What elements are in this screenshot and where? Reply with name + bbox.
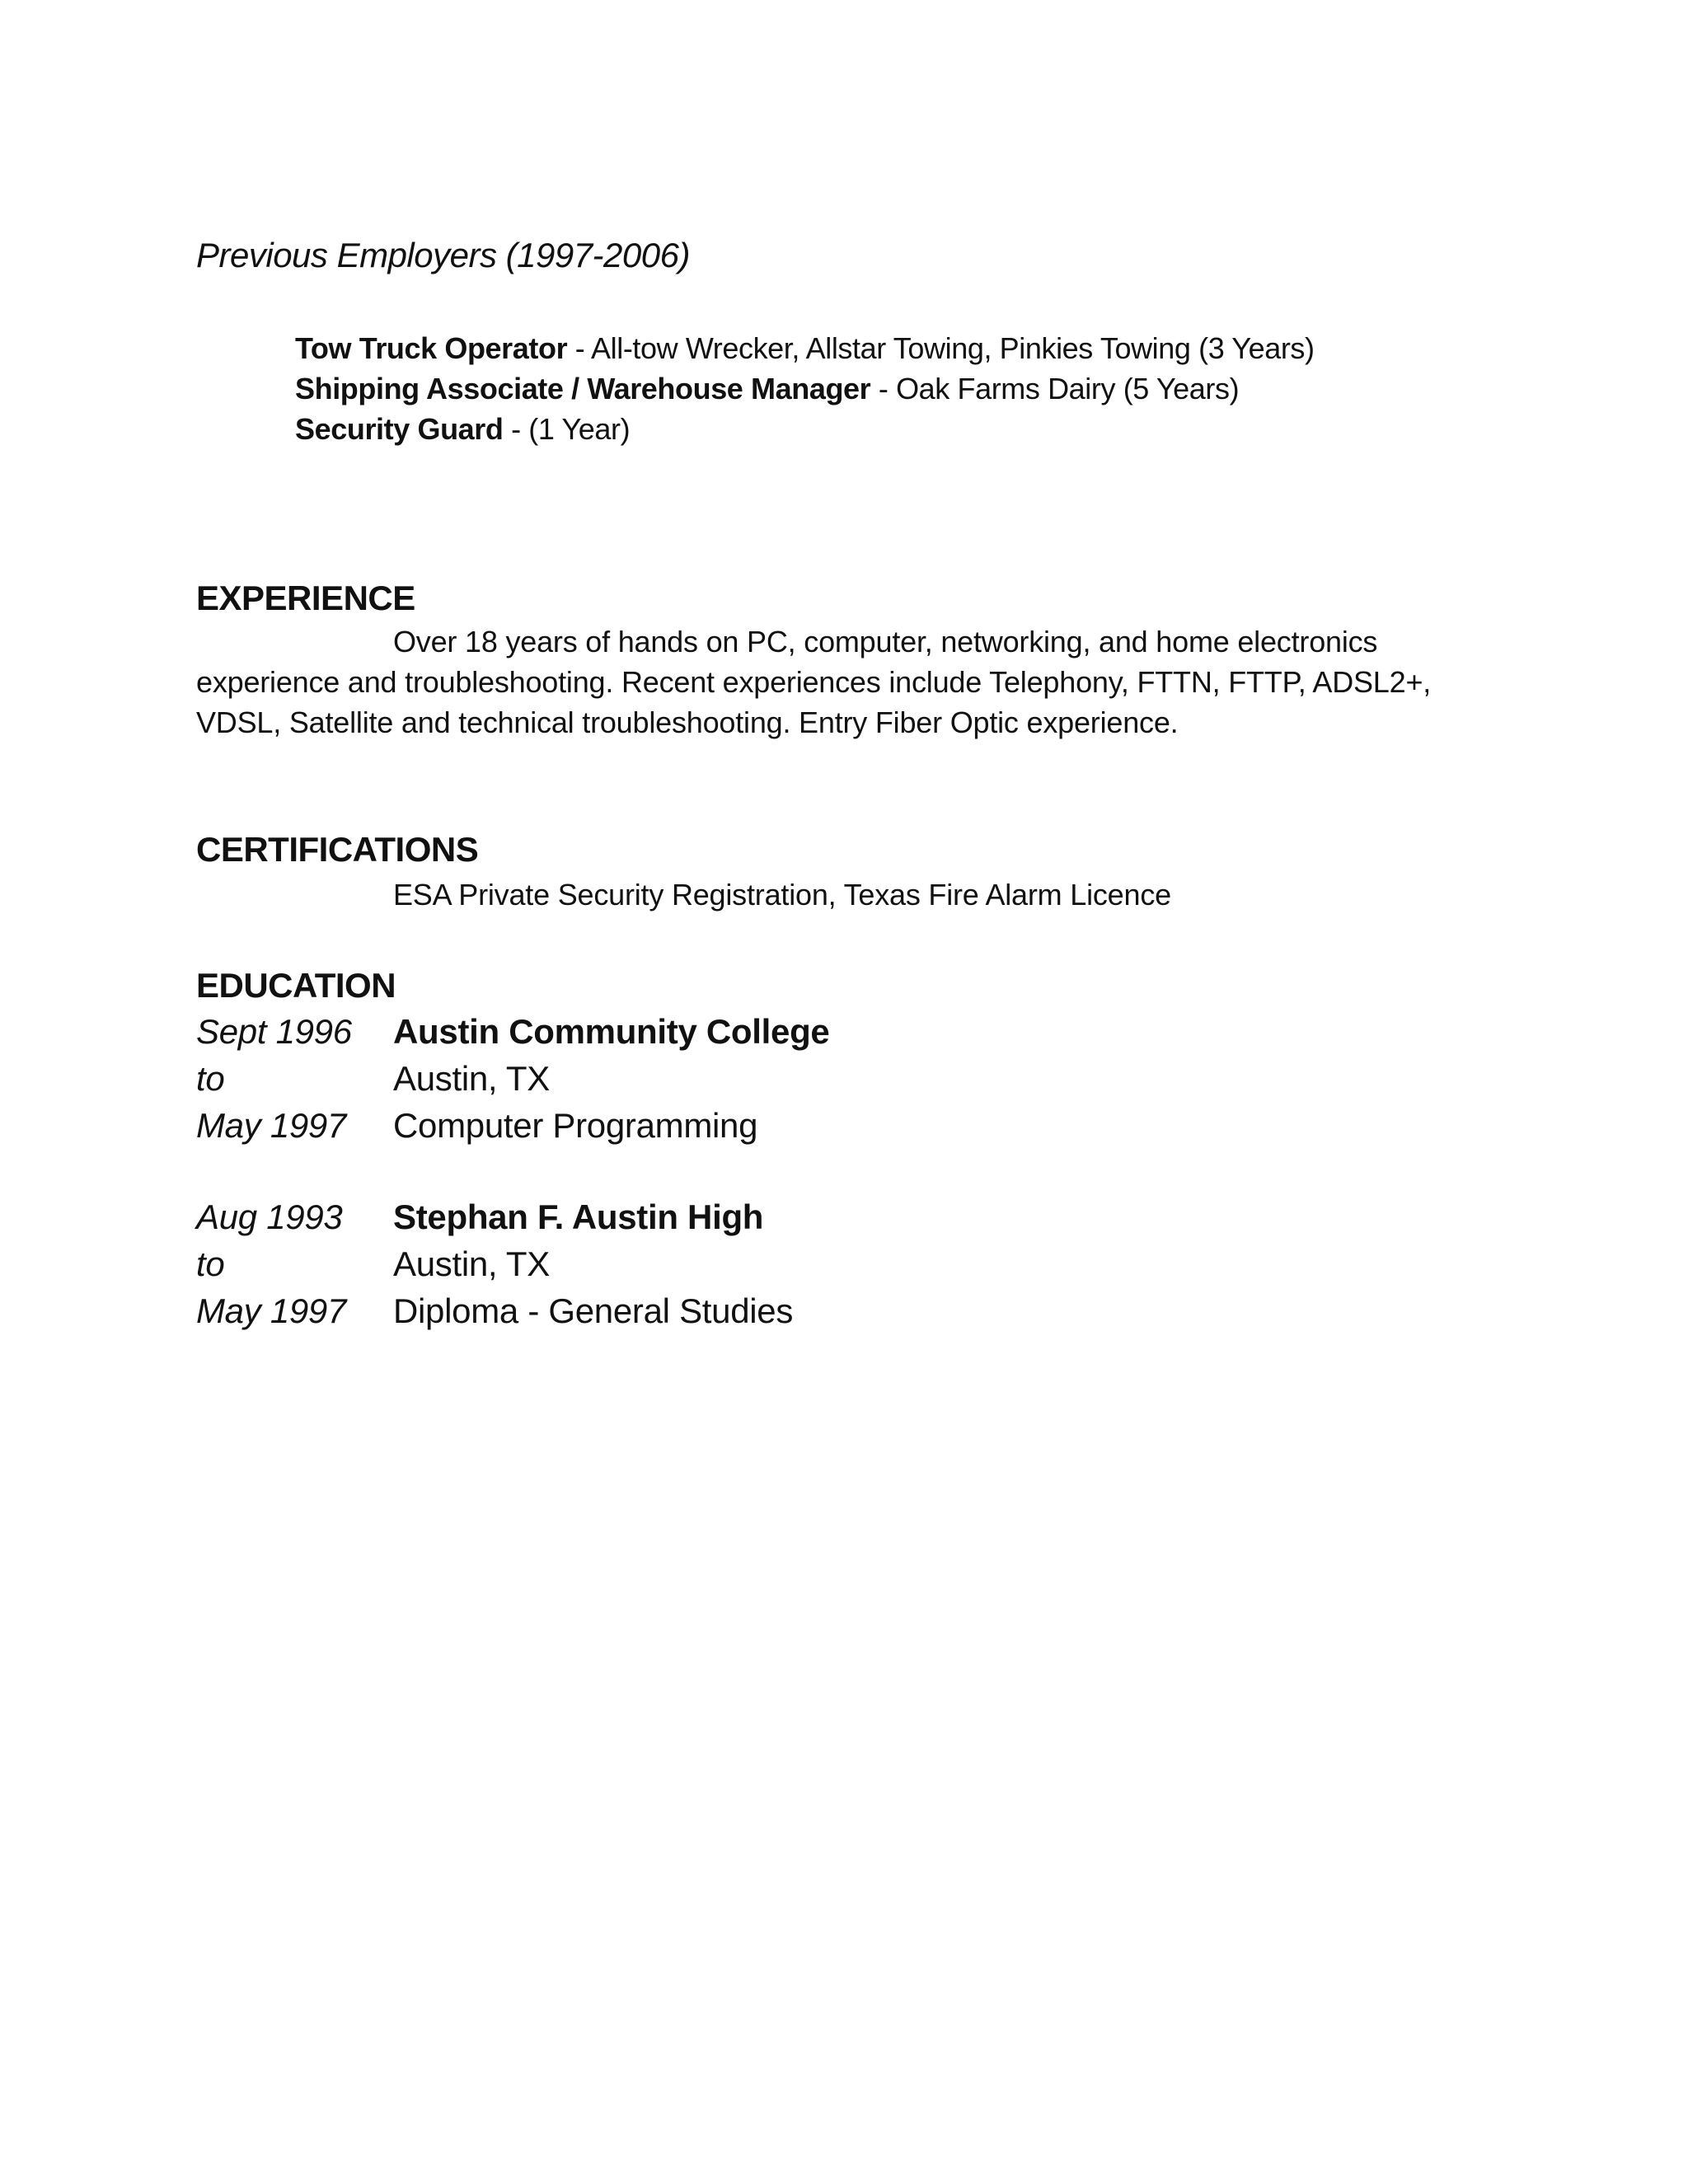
experience-line: Over 18 years of hands on PC, computer, networking, and home electronics [393,625,1378,658]
education-school: Austin Community College [393,1012,830,1051]
job-title: Shipping Associate / Warehouse Manager [295,372,871,405]
education-program: Computer Programming [393,1106,758,1145]
job-entry [295,331,1315,366]
job-details: - (1 Year) [503,412,631,446]
education-date-end: May 1997 [196,1106,347,1145]
education-heading: EDUCATION [196,966,396,1005]
education-date-start: Aug 1993 [196,1197,343,1236]
education-date-to: to [196,1244,225,1283]
certifications-text: ESA Private Security Registration, Texas Fire Alarm Licence [393,878,1171,912]
experience-line: VDSL, Satellite and technical troubleshooting. Entry Fiber Optic experience. [196,705,1179,739]
job-details: - All-tow Wrecker, Allstar Towing, Pinkies Towing (3 Years) [567,331,1315,365]
job-entry [295,372,1239,406]
education-location: Austin, TX [393,1244,550,1283]
education-location: Austin, TX [393,1059,550,1098]
education-date-start: Sept 1996 [196,1012,352,1051]
previous-employers-heading: Previous Employers (1997-2006) [196,236,690,274]
experience-heading: EXPERIENCE [196,579,415,617]
certifications-heading: CERTIFICATIONS [196,830,479,869]
job-title: Tow Truck Operator [295,331,568,365]
job-entry [295,412,630,447]
job-details: - Oak Farms Dairy (5 Years) [870,372,1240,405]
education-school: Stephan F. Austin High [393,1197,764,1236]
education-program: Diploma - General Studies [393,1291,794,1330]
experience-line: experience and troubleshooting. Recent experiences include Telephony, FTTN, FTTP, ADSL2+, [196,665,1432,699]
job-title: Security Guard [295,412,504,446]
education-date-to: to [196,1059,225,1098]
education-date-end: May 1997 [196,1291,347,1330]
